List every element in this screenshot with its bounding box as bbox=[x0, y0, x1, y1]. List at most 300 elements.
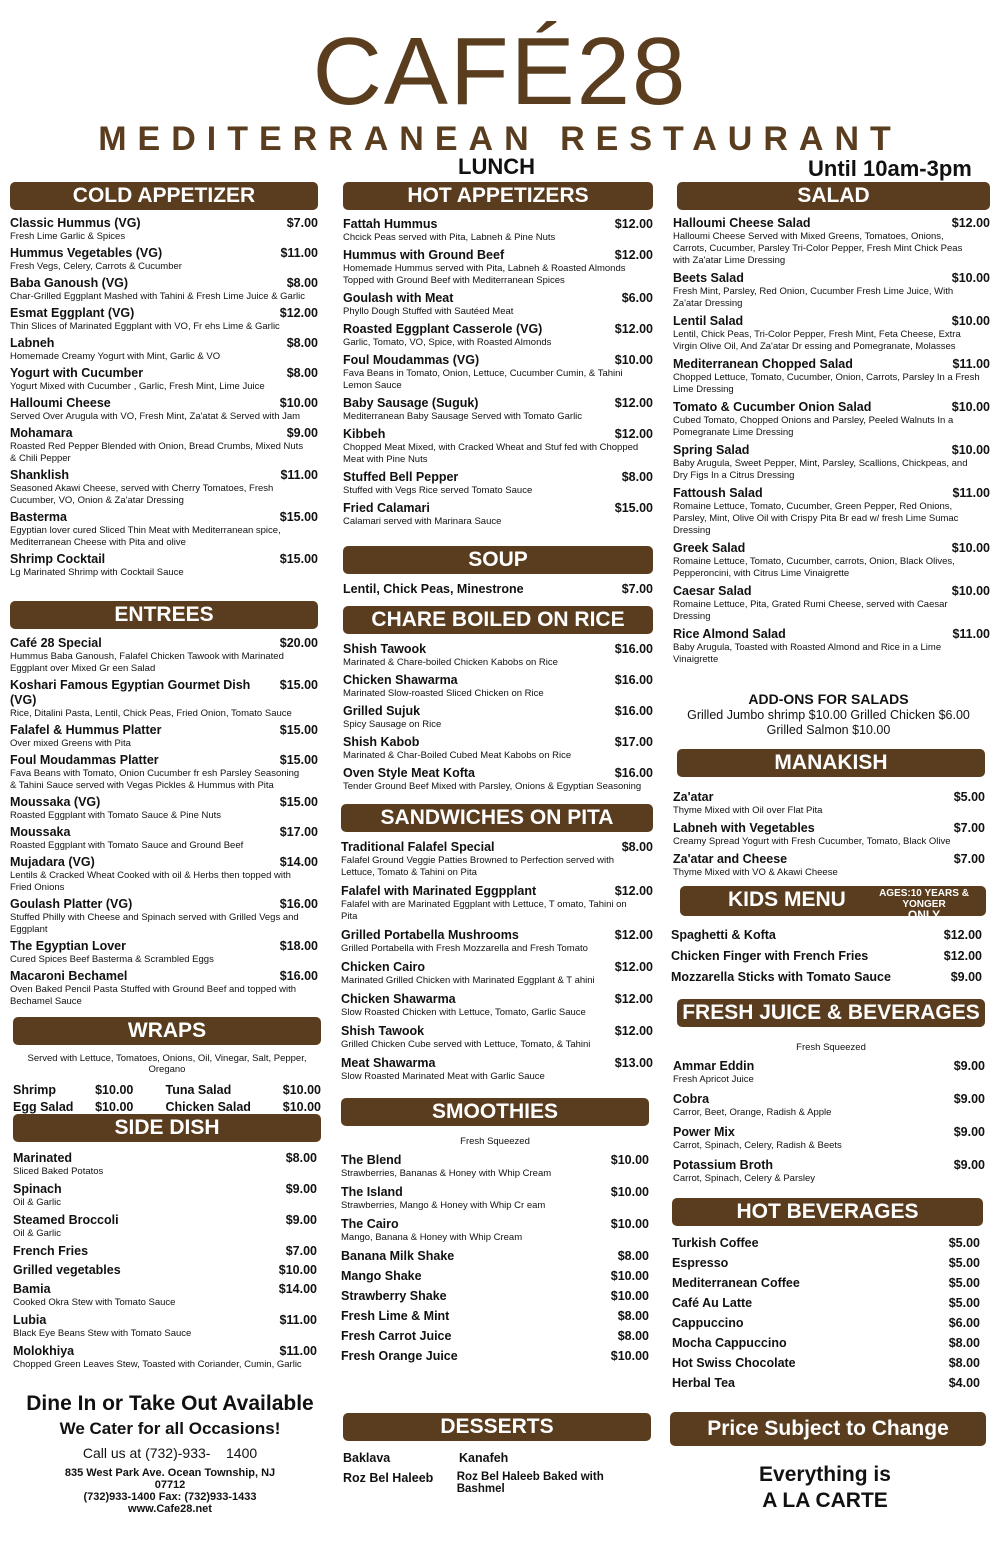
item-price: $10.00 bbox=[610, 1269, 649, 1283]
item-price: $12.00 bbox=[614, 427, 653, 441]
item-description: Tender Ground Beef Mixed with Parsley, Onions & Egyptian Seasoning bbox=[343, 781, 642, 792]
hot-beverages-list bbox=[672, 1236, 983, 1391]
restaurant-logo: CAFÉ28 bbox=[312, 18, 688, 125]
item-description: Lg Marinated Shrimp with Cocktail Sauce bbox=[10, 567, 184, 578]
item-price: $8.00 bbox=[617, 1329, 649, 1343]
item-price: $11.00 bbox=[280, 246, 318, 260]
item-description: Garlic, Tomato, VO, Spice, with Roasted Almonds bbox=[343, 337, 552, 348]
item-description: Phyllo Dough Stuffed with Sautéed Meat bbox=[343, 306, 514, 317]
menu-item bbox=[10, 552, 318, 579]
addons-title: ADD-ONS FOR SALADS bbox=[748, 691, 909, 707]
item-price: $9.00 bbox=[953, 1125, 985, 1139]
item-description: Creamy Spread Yogurt with Fresh Cucumber, Tomato, Black Olive bbox=[673, 836, 951, 847]
menu-item bbox=[341, 1309, 649, 1324]
kids-menu-section bbox=[671, 928, 982, 991]
address-line: 835 West Park Ave. Ocean Township, NJ bbox=[64, 1467, 276, 1479]
item-description: Chopped Meat Mixed, with Cracked Wheat and Stuf fed with Chopped Meat with Pine Nuts bbox=[343, 442, 639, 465]
item-price: $8.00 bbox=[286, 336, 318, 350]
item-price: $6.00 bbox=[948, 1316, 980, 1330]
menu-item bbox=[10, 897, 318, 936]
menu-item bbox=[10, 276, 318, 303]
item-name: Hummus Vegetables (VG) bbox=[10, 246, 163, 260]
item-name: Foul Moudammas (VG) bbox=[343, 353, 480, 367]
item-description: Marinated & Chare-boiled Chicken Kabobs on Rice bbox=[343, 657, 558, 668]
menu-item bbox=[673, 357, 990, 396]
item-description: Homemade Creamy Yogurt with Mint, Garlic & VO bbox=[10, 351, 221, 362]
menu-item bbox=[343, 396, 653, 423]
item-description: Stuffed with Vegs Rice served Tomato Sauce bbox=[343, 485, 533, 496]
item-price: $14.00 bbox=[279, 855, 318, 869]
item-description: Carrot, Spinach, Celery, Radish & Beets bbox=[673, 1140, 842, 1151]
item-price: $9.00 bbox=[953, 1158, 985, 1172]
a-la-carte-line: Everything is bbox=[759, 1463, 891, 1486]
item-name: Fresh Lime & Mint bbox=[341, 1309, 450, 1323]
item-price: $9.00 bbox=[286, 426, 318, 440]
item-name: Marinated bbox=[13, 1151, 73, 1165]
item-price: $5.00 bbox=[948, 1276, 980, 1290]
menu-item bbox=[10, 753, 318, 792]
item-description: Chopped Green Leaves Stew, Toasted with Coriander, Cumin, Garlic bbox=[13, 1359, 302, 1370]
section-title-sandwiches: SANDWICHES ON PITA BREAD bbox=[341, 804, 653, 832]
phone-fax: (732)933-1400 Fax: (732)933-1433 bbox=[83, 1491, 257, 1503]
item-name: Macaroni Bechamel bbox=[10, 969, 128, 983]
item-description: Marinated Grilled Chicken with Marinated Eggplant & T ahini bbox=[341, 975, 595, 986]
address-zip: 07712 bbox=[154, 1479, 186, 1491]
wraps-row bbox=[13, 1100, 321, 1114]
item-price: $16.00 bbox=[279, 969, 318, 983]
menu-item bbox=[341, 1329, 649, 1344]
item-name: The Island bbox=[341, 1185, 403, 1199]
item-description: Marinated & Char-Boiled Cubed Meat Kabobs on Rice bbox=[343, 750, 572, 761]
item-price: $7.00 bbox=[953, 852, 985, 866]
item-description: Falafel Ground Veggie Patties Browned to Perfection served with Lettuce, Tomato & Tahini on Pita bbox=[341, 855, 615, 878]
item-price: $8.00 bbox=[286, 366, 318, 380]
item-price: $15.00 bbox=[614, 501, 653, 515]
item-description: Romaine Lettuce, Tomato, Cucumber, carrots, Onion, Black Olives, Pepperoncini, with Citrus Lime Vinaigrette bbox=[673, 556, 955, 579]
item-name: Espresso bbox=[672, 1256, 729, 1270]
wrap-price: $10.00 bbox=[282, 1083, 322, 1097]
column-left bbox=[10, 182, 318, 582]
menu-item bbox=[13, 1182, 317, 1209]
smoothies-section bbox=[341, 1098, 649, 1369]
section-title-fresh-juice: FRESH JUICE & BEVERAGES bbox=[677, 999, 985, 1027]
menu-item bbox=[10, 636, 318, 675]
item-description: Roasted Red Pepper Blended with Onion, Bread Crumbs, Mixed Nuts & Chili Pepper bbox=[10, 441, 304, 464]
item-price: $10.00 bbox=[614, 353, 653, 367]
kids-menu-banner bbox=[680, 886, 986, 922]
item-name: Café Au Latte bbox=[672, 1296, 753, 1310]
item-name: Grilled Sujuk bbox=[343, 704, 421, 718]
item-description: Grilled Chicken Cube served with Lettuce, Tomato, & Tahini bbox=[341, 1039, 591, 1050]
wrap-name: Egg Salad bbox=[13, 1100, 74, 1114]
hot-appetizers-list bbox=[343, 217, 653, 528]
item-description: Sliced Baked Potatos bbox=[13, 1166, 104, 1177]
item-name: Chicken Finger with French Fries bbox=[671, 949, 869, 963]
item-name: Potassium Broth bbox=[673, 1158, 774, 1172]
item-description: Thyme Mixed with Oil over Flat Pita bbox=[673, 805, 823, 816]
wraps-note: Served with Lettuce, Tomatoes, Onions, Oil, Vinegar, Salt, Pepper, Oregano bbox=[27, 1053, 307, 1075]
item-price: $5.00 bbox=[948, 1256, 980, 1270]
item-name: Strawberry Shake bbox=[341, 1289, 447, 1303]
item-price: $10.00 bbox=[610, 1349, 649, 1363]
item-name: Fresh Carrot Juice bbox=[341, 1329, 452, 1343]
item-name: Fresh Orange Juice bbox=[341, 1349, 458, 1363]
menu-item bbox=[673, 486, 990, 537]
menu-item bbox=[13, 1263, 317, 1278]
menu-item bbox=[671, 970, 982, 985]
item-name: Lentil Salad bbox=[673, 314, 744, 328]
item-name: Goulash with Meat bbox=[343, 291, 454, 305]
item-description: Baby Arugula, Toasted with Roasted Almond and Rice in a Lime Vinaigrette bbox=[673, 642, 942, 665]
kids-age-note bbox=[866, 888, 982, 921]
item-price: $17.00 bbox=[614, 735, 653, 749]
wraps-section bbox=[13, 1017, 321, 1114]
item-price: $12.00 bbox=[614, 1024, 653, 1038]
menu-item bbox=[13, 1244, 317, 1259]
salad-list bbox=[673, 216, 990, 666]
menu-item bbox=[341, 1056, 653, 1083]
item-description: Roasted Eggplant with Tomato Sauce and Ground Beef bbox=[10, 840, 244, 851]
item-description: Yogurt Mixed with Cucumber , Garlic, Fresh Mint, Lime Juice bbox=[10, 381, 265, 392]
item-name: Fattah Hummus bbox=[343, 217, 438, 231]
item-name: Spring Salad bbox=[673, 443, 750, 457]
menu-item bbox=[13, 1213, 317, 1240]
menu-item bbox=[673, 821, 985, 848]
item-name: Oven Style Meat Kofta bbox=[343, 766, 475, 780]
item-price: $12.00 bbox=[614, 396, 653, 410]
item-price: $8.00 bbox=[286, 276, 318, 290]
item-description: Grilled Portabella with Fresh Mozzarella and Fresh Tomato bbox=[341, 943, 588, 954]
item-price: $13.00 bbox=[614, 1056, 653, 1070]
item-name: Shish Kabob bbox=[343, 735, 420, 749]
item-description: Slow Roasted Marinated Meat with Garlic Sauce bbox=[341, 1071, 545, 1082]
item-price: $15.00 bbox=[279, 678, 318, 692]
chare-list bbox=[343, 642, 653, 793]
menu-item bbox=[341, 1289, 649, 1304]
item-description: Over mixed Greens with Pita bbox=[10, 738, 131, 749]
menu-item bbox=[672, 1276, 980, 1291]
menu-item bbox=[673, 314, 990, 353]
item-description: Chopped Lettuce, Tomato, Cucumber, Onion, Carrots, Parsley In a Fresh Lime Dressing bbox=[673, 372, 980, 395]
item-name: Hot Swiss Chocolate bbox=[672, 1356, 796, 1370]
catering-note: We Cater for all Occasions! bbox=[59, 1419, 281, 1438]
item-price: $8.00 bbox=[617, 1309, 649, 1323]
item-price: $11.00 bbox=[279, 1313, 317, 1327]
item-description: Baby Arugula, Sweet Pepper, Mint, Parsley, Scallions, Chickpeas, and Dry Figs In a Citrus Dressing bbox=[673, 458, 968, 481]
item-price: $11.00 bbox=[279, 1344, 317, 1358]
item-description: Cubed Tomato, Chopped Onions and Parsley, Peeled Walnuts In a Pomegranate Lime Dressing bbox=[673, 415, 954, 438]
item-name: Cappuccino bbox=[672, 1316, 744, 1330]
item-name: Mediterranean Coffee bbox=[672, 1276, 800, 1290]
item-description: Black Eye Beans Stew with Tomato Sauce bbox=[13, 1328, 192, 1339]
phone-number: Call us at (732)-933- 1400 bbox=[82, 1445, 258, 1461]
item-price: $9.00 bbox=[953, 1059, 985, 1073]
wrap-price: $10.00 bbox=[282, 1100, 322, 1114]
section-title-hot-beverages: HOT BEVERAGES bbox=[672, 1198, 983, 1226]
juice-section bbox=[673, 999, 985, 1191]
addons-section bbox=[672, 691, 985, 737]
item-description: Seasoned Akawi Cheese, served with Cherry Tomatoes, Fresh Cucumber, VO, Onion & Za'atar Dressing bbox=[10, 483, 274, 506]
menu-item bbox=[672, 1376, 980, 1391]
item-price: $8.00 bbox=[621, 840, 653, 854]
item-name: Mujadara (VG) bbox=[10, 855, 95, 869]
menu-item bbox=[341, 928, 653, 955]
menu-item bbox=[673, 627, 990, 666]
menu-item bbox=[341, 1349, 649, 1364]
item-name: Falafel with Marinated Eggpplant bbox=[341, 884, 537, 898]
item-description: Fresh Mint, Parsley, Red Onion, Cucumber Fresh Lime Juice, With Za'atar Dressing bbox=[673, 286, 954, 309]
menu-item bbox=[343, 322, 653, 349]
footer-contact bbox=[0, 1392, 340, 1515]
item-price: $12.00 bbox=[279, 306, 318, 320]
item-name: Ammar Eddin bbox=[673, 1059, 755, 1073]
section-title-soup: SOUP bbox=[343, 546, 653, 574]
item-name: Beets Salad bbox=[673, 271, 744, 285]
menu-item bbox=[10, 468, 318, 507]
item-name: Spaghetti & Kofta bbox=[671, 928, 776, 942]
item-price: $12.00 bbox=[614, 884, 653, 898]
menu-item bbox=[343, 735, 653, 762]
item-name: Esmat Eggplant (VG) bbox=[10, 306, 135, 320]
addons-line: Grilled Salmon $10.00 bbox=[766, 723, 891, 737]
item-price: $7.00 bbox=[953, 821, 985, 835]
item-description: Mango, Banana & Honey with Whip Cream bbox=[341, 1232, 523, 1243]
dessert-name: Kanafeh bbox=[459, 1451, 509, 1465]
item-name: Chicken Shawarma bbox=[343, 673, 458, 687]
item-description: Char-Grilled Eggplant Mashed with Tahini & Fresh Lime Juice & Garlic bbox=[10, 291, 305, 302]
menu-item bbox=[10, 336, 318, 363]
item-description: Served Over Arugula with VO, Fresh Mint, Za'atat & Served with Jam bbox=[10, 411, 301, 422]
item-name: Koshari Famous Egyptian Gourmet Dish (VG) bbox=[10, 678, 251, 707]
menu-item bbox=[672, 1356, 980, 1371]
menu-item bbox=[672, 1336, 980, 1351]
item-price: $20.00 bbox=[279, 636, 318, 650]
item-name: Foul Moudammas Platter bbox=[10, 753, 159, 767]
item-description: Carror, Beet, Orange, Radish & Apple bbox=[673, 1107, 832, 1118]
item-description: Fresh Vegs, Celery, Carrots & Cucumber bbox=[10, 261, 182, 272]
menu-item bbox=[673, 1092, 985, 1119]
menu-item bbox=[341, 840, 653, 879]
item-name: Meat Shawarma bbox=[341, 1056, 436, 1070]
item-price: $16.00 bbox=[279, 897, 318, 911]
menu-item bbox=[671, 949, 982, 964]
item-price: $15.00 bbox=[279, 795, 318, 809]
item-description: Hummus Baba Ganoush, Falafel Chicken Tawook with Marinated Eggplant over Mixed Gr een Salad bbox=[10, 651, 284, 674]
menu-item bbox=[343, 217, 653, 244]
item-description: Halloumi Cheese Served with Mixed Greens, Tomatoes, Onions, Carrots, Cucumber, Parsley Tri-Color Pepper, Fresh Mint Chick Peas with Za'atar Lime Dressing bbox=[673, 231, 963, 266]
menu-item bbox=[673, 216, 990, 267]
item-name: Traditional Falafel Special bbox=[341, 840, 495, 854]
item-description: Egyptian lover cured Sliced Thin Meat with Mediterranean spice, Mediterranean Cheese with Pita and olive bbox=[10, 525, 281, 548]
menu-item bbox=[343, 501, 653, 528]
smoothies-note: Fresh Squeezed bbox=[460, 1136, 530, 1147]
item-price: $16.00 bbox=[614, 642, 653, 656]
section-title-entrees: ENTREES bbox=[10, 601, 318, 629]
item-description: Lentils & Cracked Wheat Cooked with oil & Herbs then topped with Fried Onions bbox=[10, 870, 291, 893]
menu-item bbox=[341, 960, 653, 987]
item-price: $5.00 bbox=[948, 1236, 980, 1250]
section-title-smoothies: SMOOTHIES bbox=[341, 1098, 649, 1126]
item-name: Spinach bbox=[13, 1182, 62, 1196]
menu-item bbox=[13, 1282, 317, 1309]
item-name: Hummus with Ground Beef bbox=[343, 248, 505, 262]
column-left-entrees bbox=[10, 601, 318, 1011]
item-name: Rice Almond Salad bbox=[673, 627, 786, 641]
column-right bbox=[673, 182, 990, 670]
desserts-row bbox=[343, 1451, 651, 1465]
item-name: Steamed Broccoli bbox=[13, 1213, 119, 1227]
price-change-banner: Price Subject to Change bbox=[670, 1412, 986, 1446]
cold-appetizer-list bbox=[10, 216, 318, 579]
item-price: $14.00 bbox=[278, 1282, 317, 1296]
item-description: Thyme Mixed with VO & Akawi Cheese bbox=[673, 867, 838, 878]
item-name: Halloumi Cheese bbox=[10, 396, 111, 410]
item-name: Chicken Cairo bbox=[341, 960, 426, 974]
menu-item bbox=[672, 1256, 980, 1271]
item-name: The Cairo bbox=[341, 1217, 399, 1231]
menu-item bbox=[13, 1344, 317, 1371]
item-description: Romaine Lettuce, Tomato, Cucumber, Green Pepper, Red Onions, Parsley, Mint, Olive Oil with Crispy Pita Br ead w/ fresh Lime Sumac Dressing bbox=[673, 501, 959, 536]
item-price: $7.00 bbox=[285, 1244, 317, 1258]
menu-item bbox=[343, 427, 653, 466]
item-name: Mohamara bbox=[10, 426, 73, 440]
lunch-label: LUNCH bbox=[458, 154, 535, 179]
item-price: $12.00 bbox=[614, 217, 653, 231]
item-name: Kibbeh bbox=[343, 427, 386, 441]
item-price: $8.00 bbox=[621, 470, 653, 484]
item-name: Mozzarella Sticks with Tomato Sauce bbox=[671, 970, 891, 984]
wraps-row bbox=[13, 1083, 321, 1097]
restaurant-subtitle: MEDITERRANEAN RESTAURANT bbox=[98, 120, 902, 158]
item-name: Molokhiya bbox=[13, 1344, 75, 1358]
item-name: Stuffed Bell Pepper bbox=[343, 470, 459, 484]
menu-item bbox=[10, 855, 318, 894]
kids-menu-list bbox=[671, 928, 982, 985]
section-title-chare-boiled: CHARE BOILED ON RICE bbox=[343, 606, 653, 634]
kids-age-line: AGES:10 YEARS & YONGER bbox=[879, 888, 969, 910]
menu-item bbox=[13, 1151, 317, 1178]
item-description: Fava Beans in Tomato, Onion, Lettuce, Cucumber Cumin, & Tahini Lemon Sauce bbox=[343, 368, 623, 391]
item-name: Greek Salad bbox=[673, 541, 746, 555]
juice-note: Fresh Squeezed bbox=[796, 1042, 866, 1053]
item-name: Labneh with Vegetables bbox=[673, 821, 815, 835]
manakish-section bbox=[673, 749, 985, 883]
item-description: Roasted Eggplant with Tomato Sauce & Pine Nuts bbox=[10, 810, 222, 821]
menu-item bbox=[341, 1217, 649, 1244]
item-price: $9.00 bbox=[285, 1213, 317, 1227]
item-name: Mediterranean Chopped Salad bbox=[673, 357, 853, 371]
item-name: Halloumi Cheese Salad bbox=[673, 216, 811, 230]
item-name: Lentil, Chick Peas, Minestrone bbox=[343, 582, 524, 596]
item-name: The Egyptian Lover bbox=[10, 939, 126, 953]
desserts-row bbox=[343, 1471, 651, 1495]
sandwich-section bbox=[341, 804, 653, 1088]
section-title-cold-appetizer: COLD APPETIZER bbox=[10, 182, 318, 210]
item-description: Marinated Slow-roasted Sliced Chicken on Rice bbox=[343, 688, 544, 699]
item-name: Caesar Salad bbox=[673, 584, 752, 598]
menu-item bbox=[13, 1313, 317, 1340]
item-price: $4.00 bbox=[948, 1376, 980, 1390]
item-description: Strawberries, Mango & Honey with Whip Cr eam bbox=[341, 1200, 546, 1211]
item-price: $10.00 bbox=[610, 1185, 649, 1199]
menu-item bbox=[341, 1024, 653, 1051]
menu-item bbox=[343, 353, 653, 392]
item-price: $11.00 bbox=[952, 627, 990, 641]
item-price: $7.00 bbox=[621, 582, 653, 596]
section-title-hot-appetizers: HOT APPETIZERS bbox=[343, 182, 653, 210]
menu-item bbox=[10, 969, 318, 1008]
item-name: Herbal Tea bbox=[672, 1376, 735, 1390]
item-name: Za'atar bbox=[673, 790, 714, 804]
item-price: $12.00 bbox=[614, 992, 653, 1006]
item-description: Thin Slices of Marinated Eggplant with VO, Fr ehs Lime & Garlic bbox=[10, 321, 280, 332]
item-name: Fattoush Salad bbox=[673, 486, 763, 500]
section-title-salad: SALAD bbox=[677, 182, 990, 210]
item-name: The Blend bbox=[341, 1153, 402, 1167]
item-price: $15.00 bbox=[279, 552, 318, 566]
item-price: $16.00 bbox=[614, 704, 653, 718]
wrap-name: Tuna Salad bbox=[165, 1083, 232, 1097]
dessert-name: Baklava bbox=[343, 1451, 391, 1465]
item-price: $10.00 bbox=[951, 584, 990, 598]
item-price: $15.00 bbox=[279, 510, 318, 524]
item-name: Grilled vegetables bbox=[13, 1263, 121, 1277]
manakish-list bbox=[673, 790, 985, 879]
item-price: $10.00 bbox=[951, 314, 990, 328]
item-name: Lubia bbox=[13, 1313, 47, 1327]
item-name: Shanklish bbox=[10, 468, 70, 482]
item-price: $10.00 bbox=[279, 396, 318, 410]
item-description: Falafel with are Marinated Eggplant with Lettuce, T omato, Tahini on Pita bbox=[341, 899, 627, 922]
wrap-name: Shrimp bbox=[13, 1083, 57, 1097]
item-description: Fava Beans with Tomato, Onion Cucumber fr esh Parsley Seasoning & Tahini Sauce served with Vegas Pickles & Hummus with Pita bbox=[10, 768, 300, 791]
menu-item bbox=[672, 1316, 980, 1331]
item-price: $10.00 bbox=[610, 1153, 649, 1167]
item-description: Cured Spices Beef Basterma & Scrambled Eggs bbox=[10, 954, 214, 965]
section-title-desserts: DESSERTS bbox=[343, 1413, 651, 1441]
item-price: $5.00 bbox=[948, 1296, 980, 1310]
item-description: Fresh Lime Garlic & Spices bbox=[10, 231, 126, 242]
menu-item bbox=[673, 541, 990, 580]
item-price: $7.00 bbox=[286, 216, 318, 230]
item-description: Cooked Okra Stew with Tomato Sauce bbox=[13, 1297, 176, 1308]
section-title-kids-menu: KIDS MENU bbox=[728, 888, 846, 911]
soup-section bbox=[343, 546, 653, 597]
item-price: $10.00 bbox=[610, 1289, 649, 1303]
item-name: Shish Tawook bbox=[343, 642, 427, 656]
item-price: $11.00 bbox=[952, 486, 990, 500]
dessert-name: Roz Bel Haleeb Baked with Bashmel bbox=[456, 1471, 604, 1495]
menu-item bbox=[673, 400, 990, 439]
menu-item bbox=[673, 790, 985, 817]
item-name: Roasted Eggplant Casserole (VG) bbox=[343, 322, 543, 336]
website-link[interactable]: www.Cafe28.net bbox=[128, 1503, 212, 1515]
item-name: Moussaka (VG) bbox=[10, 795, 101, 809]
menu-item bbox=[341, 1185, 649, 1212]
menu-item bbox=[10, 246, 318, 273]
item-price: $12.00 bbox=[614, 960, 653, 974]
item-name: Chicken Shawarma bbox=[341, 992, 456, 1006]
item-description: Oil & Garlic bbox=[13, 1228, 62, 1239]
wrap-price: $10.00 bbox=[95, 1083, 134, 1097]
menu-item bbox=[10, 306, 318, 333]
menu-item bbox=[343, 766, 653, 793]
menu-item bbox=[10, 939, 318, 966]
item-price: $12.00 bbox=[943, 949, 982, 963]
item-description: Oil & Garlic bbox=[13, 1197, 62, 1208]
menu-item bbox=[341, 1249, 649, 1264]
menu-item bbox=[341, 884, 653, 923]
